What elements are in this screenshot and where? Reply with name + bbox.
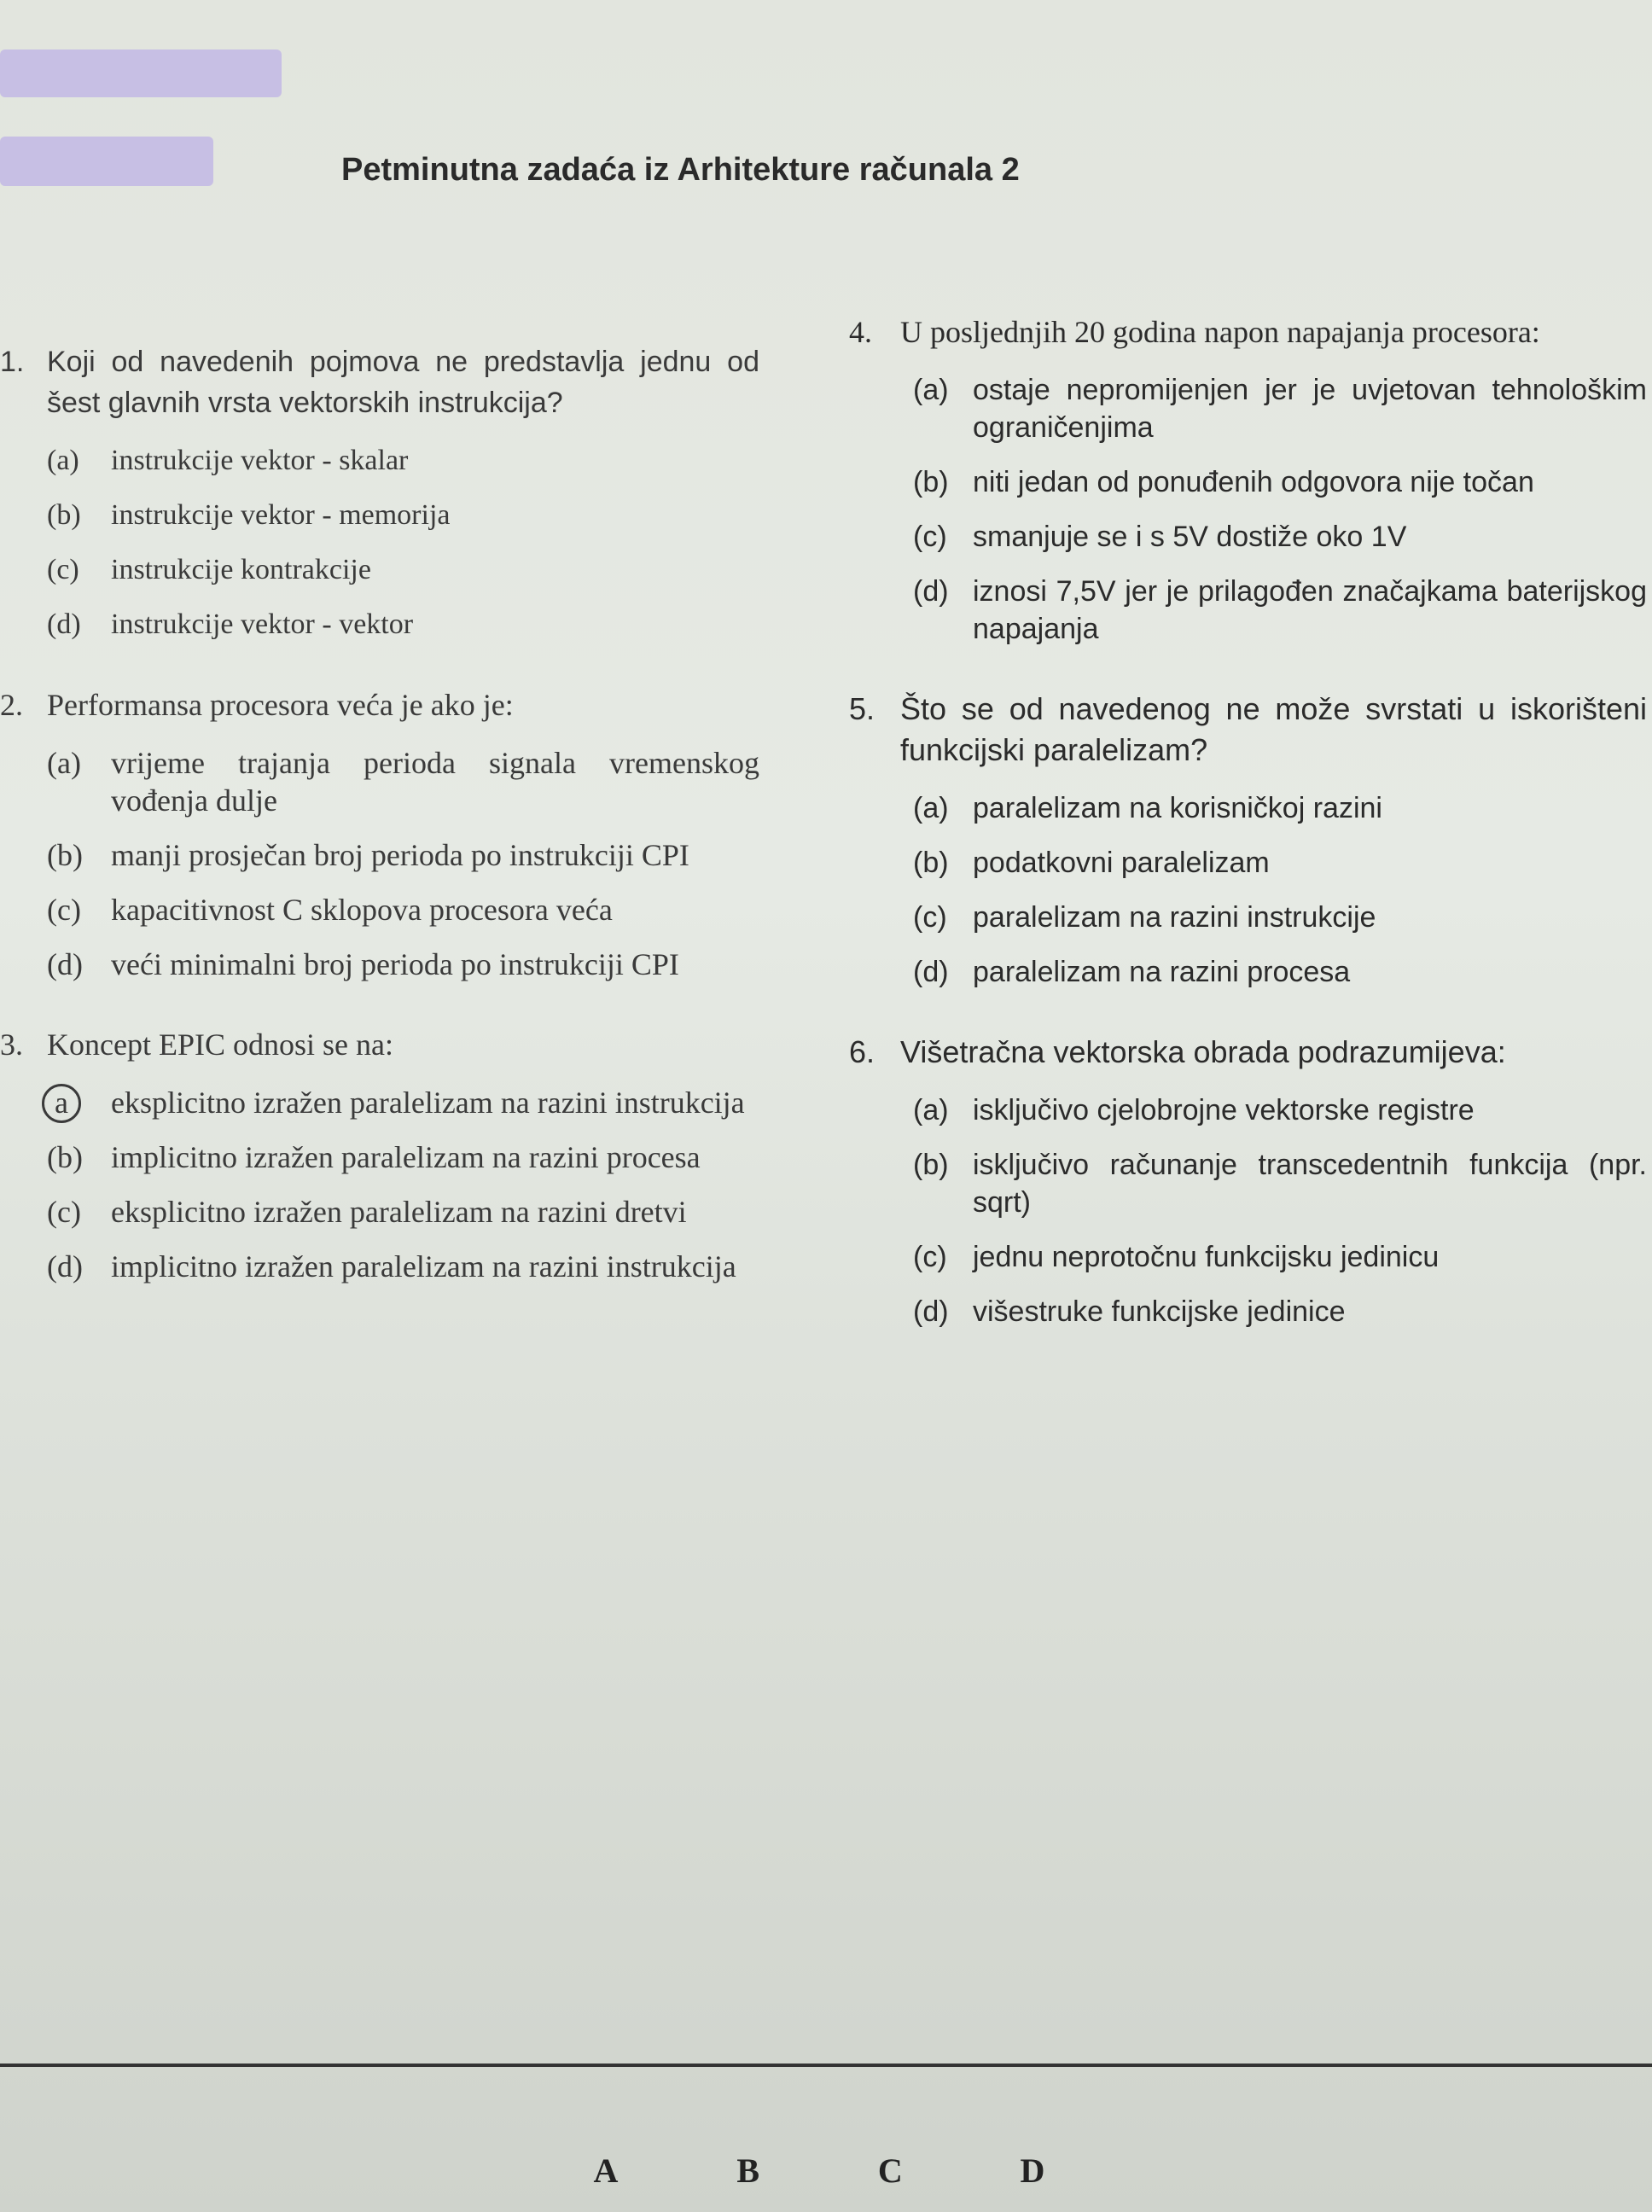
answer-letter-b: B [736, 2151, 759, 2190]
question-5 [849, 689, 1647, 991]
question-1 [0, 341, 759, 643]
question-3 [0, 1024, 759, 1285]
answer-option-d[interactable]: (d) veći minimalni broj perioda po instrukciji CPI [47, 947, 679, 981]
page-title: Petminutna zadaća iz Arhitekture računala 2 [341, 152, 1020, 188]
answer-option-d[interactable]: (d) iznosi 7,5V jer je prilagođen značajkama baterijskog napajanja [913, 575, 1647, 645]
question-number: 1. [0, 346, 25, 378]
answer-option-a-selected[interactable]: a eksplicitno izražen paralelizam na razini instrukcija [0, 1084, 759, 1121]
question-number: 5. [849, 691, 875, 726]
question-text: Koji od navedenih pojmova ne predstavlja jednu od šest glavnih vrsta vektorskih instrukcija? [47, 346, 759, 419]
circled-answer-mark: a [42, 1084, 81, 1123]
question-text: Performansa procesora veća je ako je: [47, 688, 514, 722]
question-number: 4. [849, 315, 872, 349]
answer-option-d[interactable]: (d) paralelizam na razini procesa [913, 956, 1351, 988]
answer-option-a[interactable]: (a) paralelizam na korisničkoj razini [913, 792, 1382, 824]
answer-option-c[interactable]: (c) paralelizam na razini instrukcije [913, 901, 1376, 934]
answer-option-b[interactable]: (b) instrukcije vektor - memorija [47, 499, 451, 531]
answer-option-b[interactable]: (b) manji prosječan broj perioda po instrukciji CPI [47, 838, 689, 872]
right-question-column [849, 311, 1647, 1371]
question-number: 3. [0, 1027, 23, 1062]
question-text: Što se od navedenog ne može svrstati u iskorišteni funkcijski paralelizam? [900, 691, 1647, 767]
answer-option-d[interactable]: (d) implicitno izražen paralelizam na razini instrukcija [47, 1249, 736, 1284]
answer-option-b[interactable]: (b) implicitno izražen paralelizam na razini procesa [47, 1140, 701, 1174]
answer-option-a[interactable]: (a) ostaje nepromijenjen jer je uvjetovan tehnološkim ograničenjima [913, 374, 1647, 444]
answer-option-b[interactable]: (b) podatkovni paralelizam [913, 847, 1270, 879]
question-number: 2. [0, 688, 23, 722]
answer-option-a[interactable]: (a) isključivo cjelobrojne vektorske registre [913, 1094, 1475, 1126]
answer-option-a[interactable]: (a) instrukcije vektor - skalar [47, 445, 409, 476]
answer-option-a[interactable]: (a) vrijeme trajanja perioda signala vremenskog vođenja dulje [47, 746, 759, 818]
question-4 [849, 311, 1647, 648]
answer-letters-row [580, 2151, 1058, 2191]
redacted-id-block [0, 137, 213, 186]
question-number: 6. [849, 1034, 875, 1069]
answer-letter-c: C [877, 2151, 903, 2190]
question-2 [0, 684, 759, 983]
answer-option-c[interactable]: (c) kapacitivnost C sklopova procesora veća [47, 893, 613, 927]
answer-option-c[interactable]: (c) eksplicitno izražen paralelizam na razini dretvi [47, 1195, 687, 1229]
answer-option-d[interactable]: (d) instrukcije vektor - vektor [47, 608, 414, 640]
question-text: Višetračna vektorska obrada podrazumijeva: [900, 1034, 1506, 1069]
answer-option-b[interactable]: (b) isključivo računanje transcedentnih funkcija (npr. sqrt) [913, 1149, 1647, 1219]
answer-letter-d: D [1020, 2151, 1045, 2190]
question-text: Koncept EPIC odnosi se na: [47, 1027, 393, 1062]
redacted-name-block [0, 49, 282, 97]
answer-option-c[interactable]: (c) jednu neprotočnu funkcijsku jedinicu [913, 1241, 1440, 1273]
answer-option-c[interactable]: (c) smanjuje se i s 5V dostiže oko 1V [913, 521, 1407, 553]
answer-table-divider [0, 2064, 1652, 2067]
answer-letter-a: A [593, 2151, 619, 2190]
question-6 [849, 1032, 1647, 1330]
answer-option-b[interactable]: (b) niti jedan od ponuđenih odgovora nije točan [913, 466, 1534, 498]
answer-option-d[interactable]: (d) višestruke funkcijske jedinice [913, 1295, 1346, 1328]
left-question-column [0, 341, 759, 1326]
answer-option-c[interactable]: (c) instrukcije kontrakcije [47, 554, 371, 585]
question-text: U posljednjih 20 godina napon napajanja procesora: [900, 315, 1540, 349]
